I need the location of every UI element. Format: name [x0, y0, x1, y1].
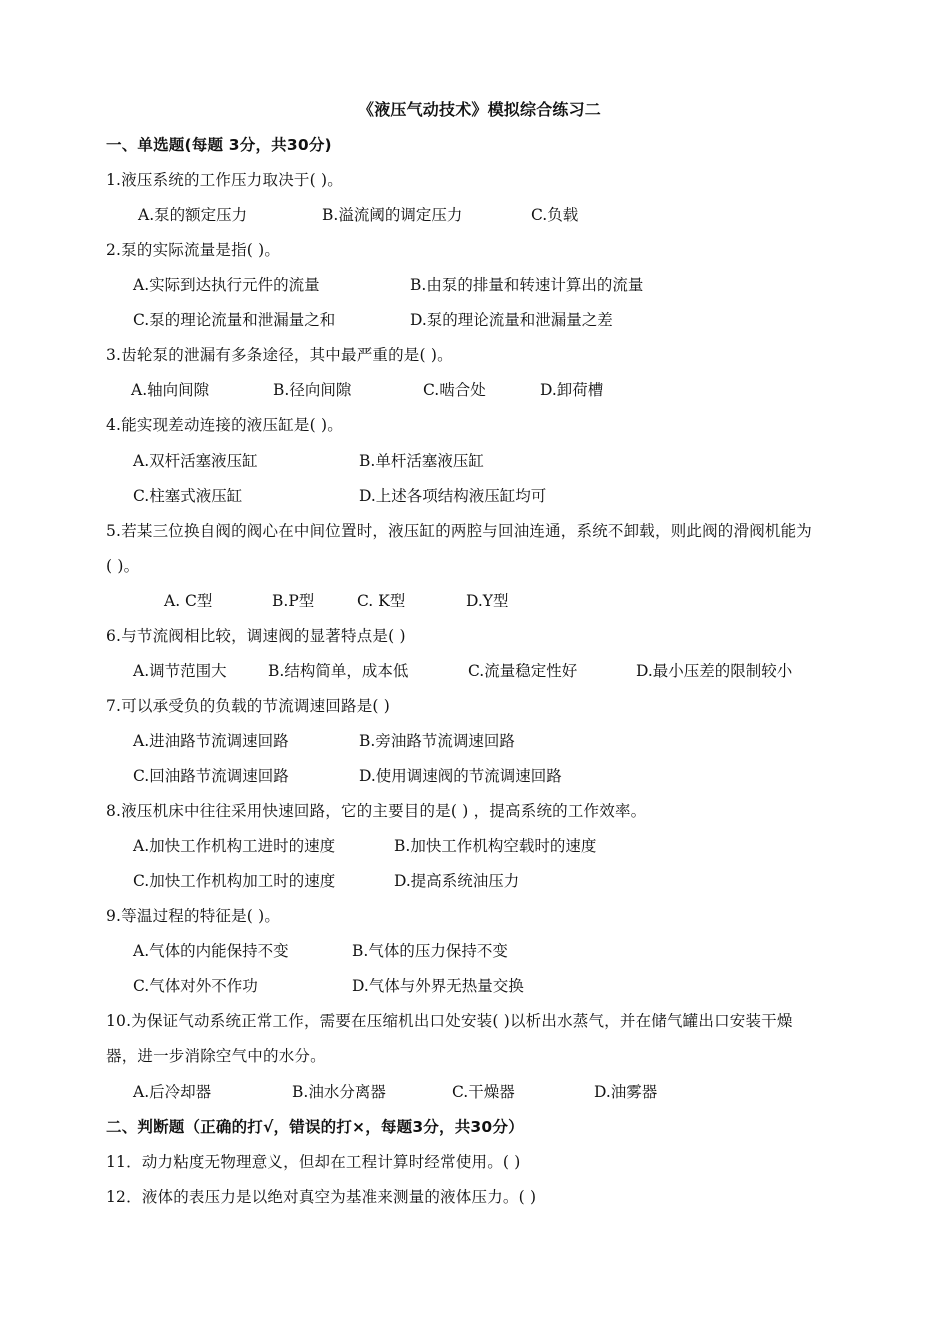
document-title: 《液压气动技术》模拟综合练习二: [358, 100, 602, 119]
question-option: C.啮合处: [423, 381, 486, 399]
question-stem-continuation: ( )。: [106, 557, 140, 575]
question-option: A.泵的额定压力: [138, 206, 248, 224]
question-option: D.Y型: [466, 592, 509, 610]
question-stem: 3.齿轮泵的泄漏有多条途径，其中最严重的是( )。: [106, 346, 453, 364]
question-option: B.加快工作机构空载时的速度: [394, 837, 597, 855]
question-option: D.泵的理论流量和泄漏量之差: [410, 311, 613, 329]
question-option: B.径向间隙: [273, 381, 352, 399]
question-stem: 7.可以承受负的负载的节流调速回路是( ): [106, 697, 391, 715]
question-option: D.气体与外界无热量交换: [352, 977, 524, 995]
question-option: C.气体对外不作功: [133, 977, 258, 995]
question-option: A.轴向间隙: [131, 381, 210, 399]
question-option: A.后冷却器: [133, 1083, 212, 1101]
question-option: B.由泵的排量和转速计算出的流量: [410, 276, 644, 294]
question-option: D.提高系统油压力: [394, 872, 520, 890]
question-option: C.负载: [531, 206, 579, 224]
question-stem: 4.能实现差动连接的液压缸是( )。: [106, 416, 343, 434]
question-stem: 10.为保证气动系统正常工作，需要在压缩机出口处安装( )以析出水蒸气，并在储气罐出口安装干燥: [106, 1012, 793, 1030]
question-stem: 6.与节流阀相比较，调速阀的显著特点是( ): [106, 627, 406, 645]
question-option: B.气体的压力保持不变: [352, 942, 508, 960]
question-stem: 8.液压机床中往往采用快速回路，它的主要目的是( ) ，提高系统的工作效率。: [106, 802, 647, 820]
question-option: B.旁油路节流调速回路: [359, 732, 515, 750]
judgment-question: 11．动力粘度无物理意义，但却在工程计算时经常使用。( ): [106, 1153, 521, 1171]
question-option: C.加快工作机构加工时的速度: [133, 872, 336, 890]
question-option: D.上述各项结构液压缸均可: [359, 487, 547, 505]
question-option: D.油雾器: [594, 1083, 658, 1101]
question-option: D.使用调速阀的节流调速回路: [359, 767, 562, 785]
question-option: D.卸荷槽: [540, 381, 604, 399]
question-option: A.双杆活塞液压缸: [133, 452, 258, 470]
question-option: C.柱塞式液压缸: [133, 487, 243, 505]
question-option: C.流量稳定性好: [468, 662, 578, 680]
question-option: B.溢流阈的调定压力: [322, 206, 463, 224]
question-option: B.单杆活塞液压缸: [359, 452, 484, 470]
question-option: D.最小压差的限制较小: [636, 662, 793, 680]
question-option: C.回油路节流调速回路: [133, 767, 289, 785]
question-stem: 9.等温过程的特征是( )。: [106, 907, 281, 925]
section1-heading: 一、单选题(每题 3分，共30分): [106, 136, 332, 154]
question-option: B.结构简单，成本低: [268, 662, 409, 680]
section2-heading: 二、判断题（正确的打√，错误的打×，每题3分，共30分）: [106, 1118, 524, 1136]
question-option: C. K型: [357, 592, 406, 610]
question-stem: 1.液压系统的工作压力取决于( )。: [106, 171, 343, 189]
question-stem: 2.泵的实际流量是指( )。: [106, 241, 281, 259]
question-option: A.调节范围大: [133, 662, 227, 680]
question-stem-continuation: 器，进一步消除空气中的水分。: [106, 1047, 326, 1065]
question-option: A.实际到达执行元件的流量: [133, 276, 320, 294]
judgment-question: 12．液体的表压力是以绝对真空为基准来测量的液体压力。( ): [106, 1188, 537, 1206]
question-option: A.加快工作机构工进时的速度: [133, 837, 336, 855]
question-stem: 5.若某三位换自阀的阀心在中间位置时，液压缸的两腔与回油连通，系统不卸载，则此阀的滑阀机能为: [106, 522, 812, 540]
question-option: A.进油路节流调速回路: [133, 732, 289, 750]
question-option: C.泵的理论流量和泄漏量之和: [133, 311, 336, 329]
question-option: B.油水分离器: [292, 1083, 386, 1101]
question-option: A.气体的内能保持不变: [133, 942, 289, 960]
question-option: A. C型: [164, 592, 213, 610]
question-option: C.干燥器: [452, 1083, 515, 1101]
question-option: B.P型: [272, 592, 315, 610]
